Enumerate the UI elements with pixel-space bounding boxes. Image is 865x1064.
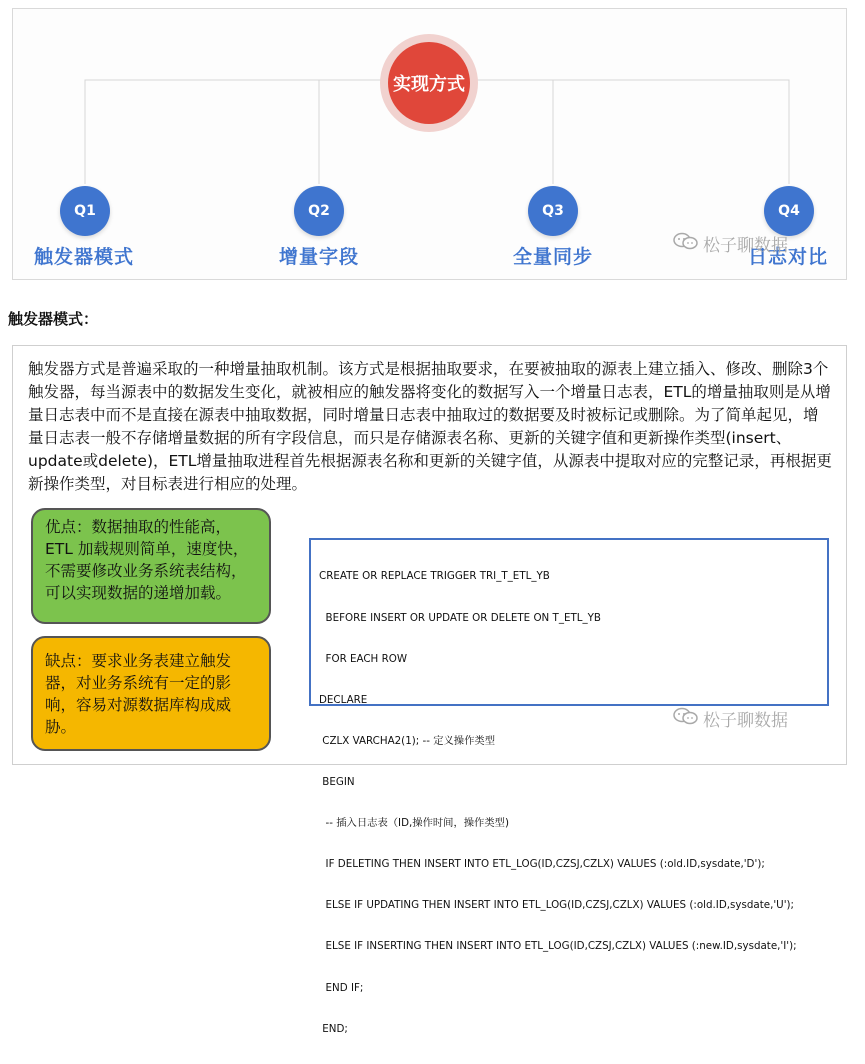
- code-line: CREATE OR REPLACE TRIGGER TRI_T_ETL_YB: [319, 570, 550, 583]
- q4-node: Q4: [764, 186, 814, 236]
- section-heading: 触发器模式：: [8, 310, 99, 328]
- code-line: ELSE IF INSERTING THEN INSERT INTO ETL_LOG(ID,CZSJ,CZLX) VALUES (:new.ID,sysdate,'I');: [319, 940, 797, 953]
- cons-box: 缺点：要求业务表建立触发器，对业务系统有一定的影响，容易对源数据库构成威胁。: [31, 636, 271, 751]
- watermark-text: 松子聊数据: [703, 236, 788, 256]
- q1-label: 触发器模式: [34, 246, 135, 268]
- pros-box: 优点：数据抽取的性能高，ETL 加载规则简单，速度快，不需要修改业务系统表结构，可以实现数据的递增加载。: [31, 508, 271, 624]
- code-line: BEGIN: [319, 775, 355, 788]
- mindmap-panel: [12, 8, 847, 280]
- wechat-icon: [673, 707, 699, 730]
- content-panel: [12, 345, 847, 1035]
- q4-label: 日志对比: [748, 246, 829, 268]
- center-node: [380, 34, 478, 132]
- wechat-icon: [673, 232, 699, 255]
- code-line: BEFORE INSERT OR UPDATE OR DELETE ON T_ETL_YB: [319, 611, 601, 624]
- code-line: DECLARE: [319, 693, 368, 706]
- q3-label: 全量同步: [513, 246, 594, 268]
- watermark: [673, 231, 788, 256]
- code-line: -- 插入日志表（ID,操作时间，操作类型): [319, 817, 509, 830]
- watermark: [673, 706, 788, 731]
- q1-node: Q1: [60, 186, 110, 236]
- q3-node: Q3: [528, 186, 578, 236]
- watermark-text: 松子聊数据: [703, 711, 788, 731]
- description-text: 触发器方式是普遍采取的一种增量抽取机制。该方式是根据抽取要求，在要被抽取的源表上建立插入、修改、删除3个触发器，每当源表中的数据发生变化，就被相应的触发器将变化的数据写入一个增量日志表，ETL的增量抽取则是从增量日志表中而不是直接在源表中抽取数据，同时增量日志表中抽取过的数据要及时被标记或删除。为了简单起见，增量日志表一般不存储增量数据的所有字段信息，而只是存储源表名称、更新的关键字值和更新操作类型(insert、update或delete)，ETL增量抽取进程首先根据源表名称和更新的关键字值，从源表中提取对应的完整记录，再根据更新操作类型，对目标表进行相应的处理。: [28, 360, 832, 493]
- code-line: IF DELETING THEN INSERT INTO ETL_LOG(ID,CZSJ,CZLX) VALUES (:old.ID,sysdate,'D');: [319, 858, 765, 871]
- code-line: END IF;: [319, 981, 364, 994]
- q2-label: 增量字段: [279, 246, 360, 268]
- code-line: CZLX VARCHA2(1); -- 定义操作类型: [319, 734, 495, 747]
- code-line: ELSE IF UPDATING THEN INSERT INTO ETL_LOG(ID,CZSJ,CZLX) VALUES (:old.ID,sysdate,'U');: [319, 899, 795, 912]
- code-line: END;: [319, 1022, 348, 1035]
- code-line: FOR EACH ROW: [319, 652, 408, 665]
- q2-node: Q2: [294, 186, 344, 236]
- center-node-label: 实现方式: [388, 42, 470, 124]
